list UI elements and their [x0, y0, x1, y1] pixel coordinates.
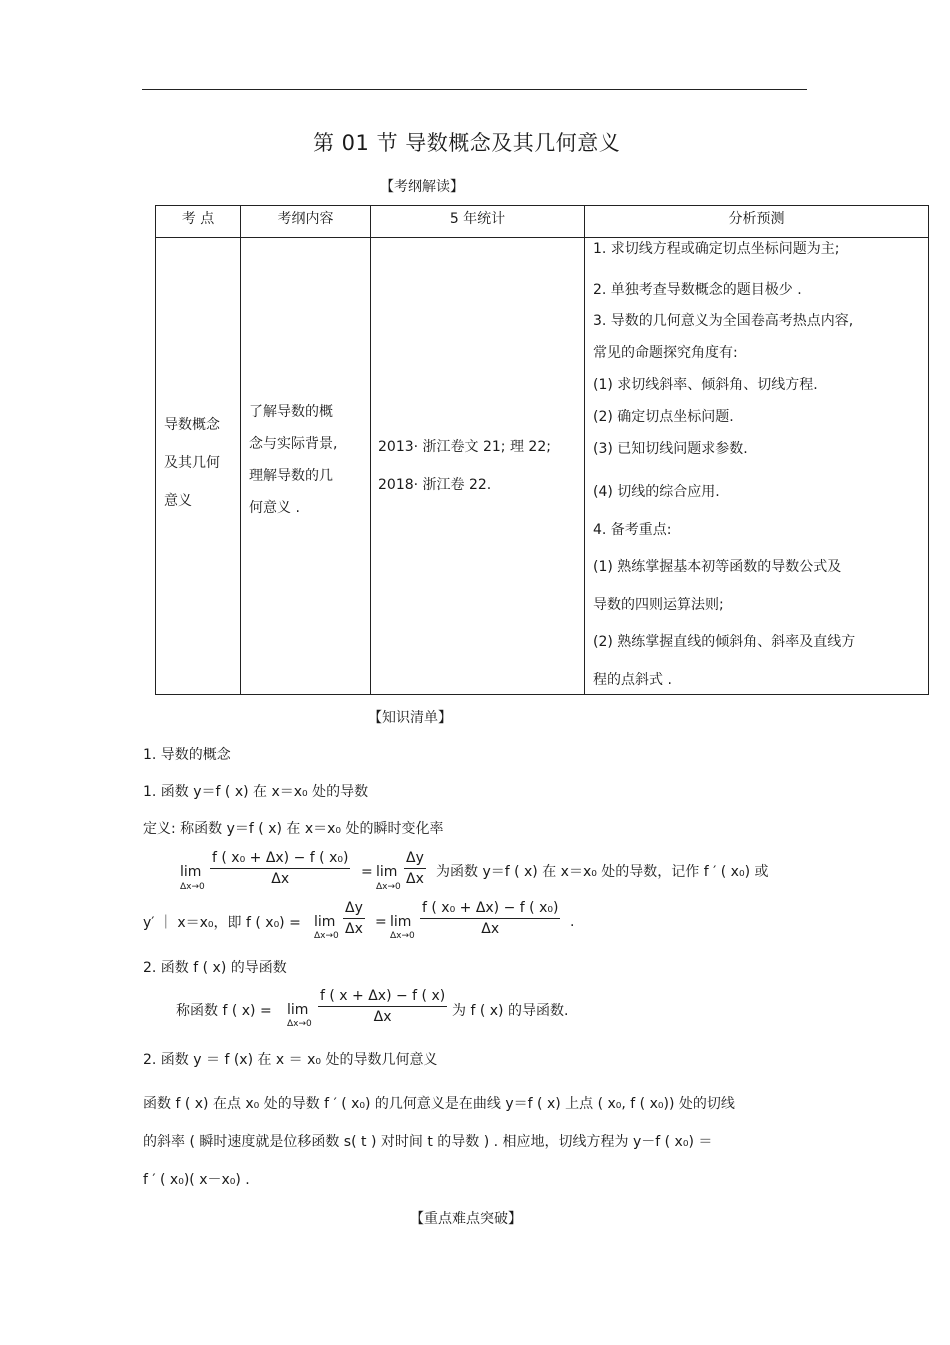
- knowledge-item-2: 2. 函数 f ( x) 的导函数: [143, 960, 287, 976]
- lim-subscript: Δx→0: [390, 931, 415, 941]
- analysis-line: (4) 切线的综合应用.: [593, 484, 720, 500]
- lim-symbol: lim: [314, 914, 336, 930]
- content-line: 了解导数的概: [249, 404, 333, 420]
- topic-line: 导数概念: [164, 417, 220, 433]
- fraction: [318, 988, 447, 1025]
- formula-lead: y′ ｜ x＝x₀，即 f ( x₀) =: [143, 915, 301, 931]
- lim-subscript: Δx→0: [180, 882, 205, 892]
- content-line: 何意义 .: [249, 500, 300, 516]
- equals-sign: =: [361, 864, 373, 880]
- analysis-line: (1) 熟练掌握基本初等函数的导数公式及: [593, 559, 842, 575]
- header-cell: 考 点: [156, 206, 241, 238]
- lim-subscript: Δx→0: [287, 1019, 312, 1029]
- section-heading-knowledge: 【知识清单】: [368, 710, 452, 726]
- table-row: [156, 238, 929, 695]
- fraction-numerator: f ( x + Δx) − f ( x): [318, 988, 447, 1007]
- equals-sign: =: [375, 914, 387, 930]
- definition-text: 定义: 称函数 y＝f ( x) 在 x＝x₀ 处的瞬时变化率: [143, 821, 444, 837]
- analysis-line: 1. 求切线方程或确定切点坐标问题为主;: [593, 241, 840, 257]
- analysis-line: (3) 已知切线问题求参数.: [593, 441, 748, 457]
- analysis-line: (2) 熟练掌握直线的倾斜角、斜率及直线方: [593, 634, 856, 650]
- lim-subscript: Δx→0: [314, 931, 339, 941]
- section-heading-syllabus: 【考纲解读】: [380, 179, 464, 195]
- paragraph-line: 函数 f ( x) 在点 x₀ 处的导数 f ′ ( x₀) 的几何意义是在曲线 y＝f ( x) 上点 ( x₀, f ( x₀)) 处的切线: [143, 1096, 735, 1112]
- lim-symbol: lim: [376, 864, 398, 880]
- fraction: [420, 900, 560, 937]
- topic-line: 及其几何: [164, 455, 220, 471]
- table-header-row: [156, 206, 929, 238]
- analysis-line: (2) 确定切点坐标问题.: [593, 409, 734, 425]
- knowledge-item-3: 2. 函数 y ＝ f (x) 在 x ＝ x₀ 处的导数几何意义: [143, 1052, 438, 1068]
- fraction-denominator: Δx: [481, 921, 500, 937]
- content-cell: [241, 238, 371, 695]
- analysis-line: (1) 求切线斜率、倾斜角、切线方程.: [593, 377, 818, 393]
- knowledge-item-1-1: 1. 函数 y＝f ( x) 在 x＝x₀ 处的导数: [143, 784, 369, 800]
- fraction-numerator: Δy: [343, 900, 365, 919]
- page-title: 第 01 节 导数概念及其几何意义: [313, 131, 621, 155]
- fraction: [404, 850, 426, 887]
- fraction-denominator: Δx: [373, 1009, 392, 1025]
- paragraph-line: f ′ ( x₀)( x－x₀) .: [143, 1172, 250, 1188]
- fraction: [343, 900, 365, 937]
- topic-cell: [156, 238, 241, 695]
- knowledge-item-1: 1. 导数的概念: [143, 747, 231, 763]
- lim-symbol: lim: [390, 914, 412, 930]
- fraction-denominator: Δx: [345, 921, 363, 937]
- analysis-cell: [585, 238, 929, 695]
- header-cell: 分析预测: [585, 206, 929, 238]
- header-cell: 5 年统计: [371, 206, 585, 238]
- analysis-line: 程的点斜式 .: [593, 672, 672, 688]
- paragraph-line: 的斜率 ( 瞬时速度就是位移函数 s( t ) 对时间 t 的导数 ) . 相应地，切线方程为 y－f ( x₀) ＝: [143, 1134, 713, 1150]
- fraction-denominator: Δx: [406, 871, 424, 887]
- analysis-line: 3. 导数的几何意义为全国卷高考热点内容,: [593, 313, 854, 329]
- fraction-denominator: Δx: [271, 871, 290, 887]
- lim-subscript: Δx→0: [376, 882, 401, 892]
- fraction-numerator: f ( x₀ + Δx) − f ( x₀): [420, 900, 560, 919]
- formula-end: .: [570, 914, 575, 930]
- lim-symbol: lim: [287, 1002, 309, 1018]
- fraction-numerator: Δy: [404, 850, 426, 869]
- section-heading-key-points: 【重点难点突破】: [410, 1211, 522, 1227]
- analysis-line: 导数的四则运算法则;: [593, 597, 724, 613]
- content-line: 念与实际背景,: [249, 436, 338, 452]
- header-cell: 考纲内容: [241, 206, 371, 238]
- stats-line: 2018· 浙江卷 22.: [378, 477, 492, 493]
- fraction-numerator: f ( x₀ + Δx) − f ( x₀): [210, 850, 350, 869]
- formula-tail: 为 f ( x) 的导函数.: [452, 1003, 569, 1019]
- analysis-line: 常见的命题探究角度有:: [593, 345, 738, 361]
- formula-lead: 称函数 f ( x) =: [176, 1003, 272, 1019]
- stats-cell: [371, 238, 585, 695]
- content-line: 理解导数的几: [249, 468, 333, 484]
- fraction: [210, 850, 350, 887]
- topic-line: 意义: [164, 493, 192, 509]
- analysis-line: 2. 单独考查导数概念的题目极少 .: [593, 282, 802, 298]
- formula-tail: 为函数 y＝f ( x) 在 x＝x₀ 处的导数，记作 f ′ ( x₀) 或: [436, 864, 769, 880]
- stats-line: 2013· 浙江卷文 21; 理 22;: [378, 439, 551, 455]
- header-rule: [142, 89, 807, 90]
- lim-symbol: lim: [180, 864, 202, 880]
- syllabus-table: [155, 205, 928, 695]
- analysis-line: 4. 备考重点:: [593, 522, 672, 538]
